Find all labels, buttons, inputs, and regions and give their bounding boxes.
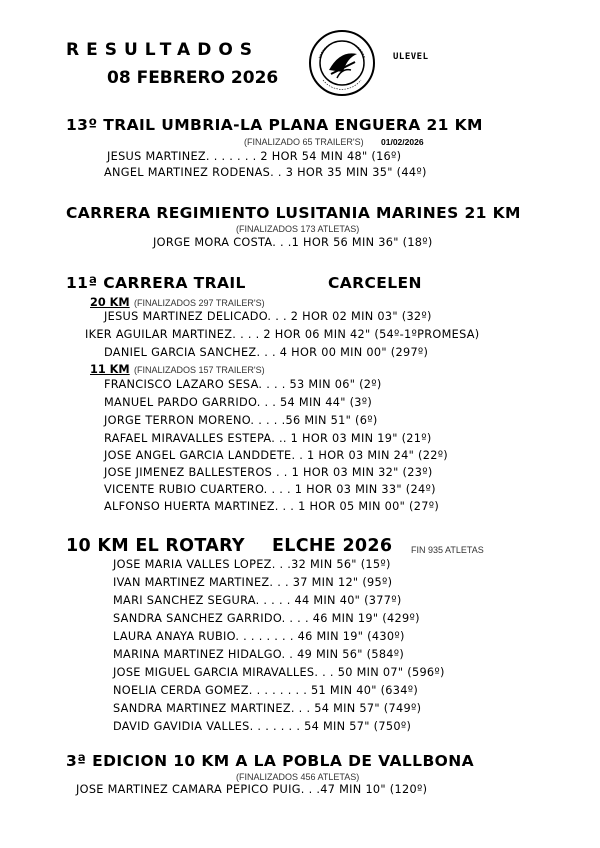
- result-line: VICENTE RUBIO CUARTERO. . . . 1 HOR 03 MIN 33" (24º): [104, 483, 436, 496]
- page-title: RESULTADOS: [66, 40, 260, 60]
- result-line: JESUS MARTINEZ. . . . . . . 2 HOR 54 MIN 48" (16º): [107, 150, 402, 163]
- race3-sub2-note: (FINALIZADOS 157 TRAILER'S): [134, 365, 265, 375]
- race2-note: (FINALIZADOS 173 ATLETAS): [236, 224, 360, 234]
- race4-title: 10 KM EL ROTARY: [66, 536, 245, 556]
- result-line: ANGEL MARTINEZ RODENAS. . 3 HOR 35 MIN 35" (44º): [104, 166, 427, 179]
- page-date: 08 FEBRERO 2026: [107, 68, 279, 88]
- result-line: RAFAEL MIRAVALLES ESTEPA. .. 1 HOR 03 MIN 19" (21º): [104, 432, 432, 445]
- race3-title: 11ª CARRERA TRAIL: [66, 274, 246, 292]
- race3-sub1-label: 20 KM: [90, 296, 130, 309]
- result-line: IKER AGUILAR MARTINEZ. . . . 2 HOR 06 MIN 42" (54º-1ºPROMESA): [85, 328, 480, 341]
- race2-title: CARRERA REGIMIENTO LUSITANIA MARINES 21 KM: [66, 204, 521, 222]
- ulevel-logo: ULEVEL: [393, 52, 429, 62]
- race1-note: (FINALIZADO 65 TRAILER'S): [244, 137, 364, 147]
- result-line: LAURA ANAYA RUBIO. . . . . . . . 46 MIN 19" (430º): [113, 630, 405, 643]
- result-line: NOELIA CERDA GOMEZ. . . . . . . . 51 MIN 40" (634º): [113, 684, 419, 697]
- result-line: JORGE TERRON MORENO. . . . .56 MIN 51" (6º): [104, 414, 378, 427]
- result-line: SANDRA SANCHEZ GARRIDO. . . . 46 MIN 19" (429º): [113, 612, 420, 625]
- race5-title: 3ª EDICION 10 KM A LA POBLA DE VALLBONA: [66, 752, 475, 770]
- result-line: MARI SANCHEZ SEGURA. . . . . 44 MIN 40" (377º): [113, 594, 402, 607]
- result-line: ALFONSO HUERTA MARTINEZ. . . 1 HOR 05 MIN 00" (27º): [104, 500, 440, 513]
- race3-sub2-label: 11 KM: [90, 363, 130, 376]
- result-line: JOSE JIMENEZ BALLESTEROS . . 1 HOR 03 MIN 32" (23º): [104, 466, 433, 479]
- race4-note: FIN 935 ATLETAS: [411, 545, 484, 555]
- race5-note: (FINALIZADOS 456 ATLETAS): [236, 772, 360, 782]
- result-line: SANDRA MARTINEZ MARTINEZ. . . 54 MIN 57" (749º): [113, 702, 422, 715]
- result-line: DANIEL GARCIA SANCHEZ. . . 4 HOR 00 MIN 00" (297º): [104, 346, 429, 359]
- result-line: MANUEL PARDO GARRIDO. . . 54 MIN 44" (3º): [104, 396, 373, 409]
- result-line: MARINA MARTINEZ HIDALGO. . 49 MIN 56" (584º): [113, 648, 405, 661]
- result-line: JOSE MIGUEL GARCIA MIRAVALLES. . . 50 MIN 07" (596º): [113, 666, 445, 679]
- race4-place: ELCHE 2026: [272, 536, 393, 556]
- club-logo: [307, 28, 377, 98]
- result-line: FRANCISCO LAZARO SESA. . . . 53 MIN 06" (2º): [104, 378, 382, 391]
- result-line: JOSE ANGEL GARCIA LANDDETE. . 1 HOR 03 MIN 24" (22º): [104, 449, 449, 462]
- result-line: IVAN MARTINEZ MARTINEZ. . . 37 MIN 12" (95º): [113, 576, 393, 589]
- result-line: DAVID GAVIDIA VALLES. . . . . . . 54 MIN 57" (750º): [113, 720, 412, 733]
- result-line: JOSE MARTINEZ CAMARA PEPICO PUIG. . .47 MIN 10" (120º): [76, 783, 428, 796]
- race1-date: 01/02/2026: [381, 137, 424, 147]
- race3-place: CARCELEN: [328, 274, 422, 292]
- result-line: JORGE MORA COSTA. . .1 HOR 56 MIN 36" (18º): [153, 236, 433, 249]
- race1-title: 13º TRAIL UMBRIA-LA PLANA ENGUERA 21 KM: [66, 116, 483, 134]
- result-line: JESUS MARTINEZ DELICADO. . . 2 HOR 02 MIN 03" (32º): [104, 310, 432, 323]
- result-line: JOSE MARIA VALLES LOPEZ. . .32 MIN 56" (15º): [113, 558, 391, 571]
- race3-sub1-note: (FINALIZADOS 297 TRAILER'S): [134, 298, 265, 308]
